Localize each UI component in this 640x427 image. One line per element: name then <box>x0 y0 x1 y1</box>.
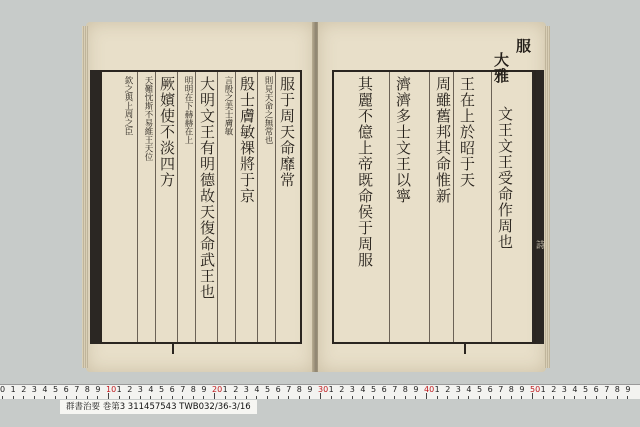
band-label: 詩 <box>534 240 544 249</box>
ruler-number: 2 <box>233 385 239 394</box>
ruler-tick <box>267 396 268 399</box>
ruler-number: 3 <box>349 385 355 394</box>
ruler-number: 1 <box>222 385 228 394</box>
ruler-number: 6 <box>381 385 387 394</box>
left-col-2: 殷士膚敏祼將于京 <box>238 76 256 204</box>
ruler-tick <box>331 396 332 399</box>
ruler-tick <box>203 396 204 399</box>
left-col-4: 厥嬪使不淡四方 <box>158 76 176 188</box>
ruler-number: 5 <box>371 385 377 394</box>
ruler-tick <box>384 396 385 399</box>
ruler-number: 5 <box>583 385 589 394</box>
ruler-number: 1 <box>10 385 16 394</box>
ruler-number: 6 <box>487 385 493 394</box>
ruler-number: 3 <box>31 385 37 394</box>
ruler-number: 8 <box>614 385 620 394</box>
ruler-number: 30 <box>318 385 329 394</box>
ruler-number: 3 <box>561 385 567 394</box>
ruler-number: 3 <box>243 385 249 394</box>
ruler-number: 3 <box>137 385 143 394</box>
ruler-tick <box>606 396 607 399</box>
ruler-tick <box>55 396 56 399</box>
ruler-number: 1 <box>328 385 334 394</box>
ruler-number: 4 <box>148 385 154 394</box>
ruler-number: 7 <box>392 385 398 394</box>
ruler-tick <box>150 396 151 399</box>
ruler-number: 5 <box>159 385 165 394</box>
right-col-2: 王在上於昭于天 <box>458 76 476 188</box>
ruler-number: 4 <box>42 385 48 394</box>
ruler-number: 20 <box>212 385 223 394</box>
ruler-tick <box>447 396 448 399</box>
left-note-4: 天難忱斯不易維王天位 <box>143 76 153 161</box>
ruler-number: 8 <box>508 385 514 394</box>
ruler-tick <box>2 396 3 399</box>
ruler-tick <box>256 396 257 399</box>
catalog-label: 群書治要 巻第3 311457543 TWB032/36-3/16 <box>60 400 257 414</box>
ruler-tick <box>553 396 554 399</box>
ruler-number: 2 <box>21 385 27 394</box>
ruler-tick <box>468 396 469 399</box>
ruler-tick <box>225 396 226 399</box>
ruler-tick <box>246 396 247 399</box>
ruler-tick <box>140 396 141 399</box>
ruler-number: 9 <box>95 385 101 394</box>
ruler-number: 6 <box>593 385 599 394</box>
ruler-tick <box>362 396 363 399</box>
ruler-number: 6 <box>169 385 175 394</box>
ruler-number: 5 <box>265 385 271 394</box>
ruler-number: 40 <box>424 385 435 394</box>
ruler-number: 2 <box>445 385 451 394</box>
right-col-4: 其麗不億上帝既命侯于周服 <box>356 76 374 268</box>
ruler-tick <box>172 396 173 399</box>
page-stack-right <box>544 26 550 368</box>
ruler-number: 9 <box>413 385 419 394</box>
ruler-tick <box>161 396 162 399</box>
ruler-tick <box>13 396 14 399</box>
ruler-number: 7 <box>74 385 80 394</box>
page-stack-left <box>82 26 88 368</box>
ruler-number: 7 <box>498 385 504 394</box>
ruler-tick <box>521 396 522 399</box>
right-col-3: 濟濟多士文王以寧 <box>394 76 412 204</box>
ruler-number: 8 <box>190 385 196 394</box>
ruler-number: 9 <box>307 385 313 394</box>
right-col-1: 文王文王受命作周也 <box>496 106 514 250</box>
ruler-number: 1 <box>434 385 440 394</box>
left-note-2: 言殷之美士膚敏 <box>223 76 233 136</box>
ruler-tick <box>34 396 35 399</box>
ruler-tick <box>193 396 194 399</box>
ruler-tick <box>458 396 459 399</box>
ruler-tick <box>479 396 480 399</box>
ruler-number: 50 <box>530 385 541 394</box>
ruler-tick <box>596 396 597 399</box>
ruler-tick <box>182 396 183 399</box>
ruler-tick <box>617 396 618 399</box>
ruler-tick <box>97 396 98 399</box>
ruler-number: 5 <box>477 385 483 394</box>
ruler-tick <box>278 396 279 399</box>
ruler-tick <box>341 396 342 399</box>
ruler-number: 1 <box>116 385 122 394</box>
ruler-tick <box>235 396 236 399</box>
ruler-number: 7 <box>286 385 292 394</box>
ruler-number: 4 <box>360 385 366 394</box>
ruler-number: 6 <box>275 385 281 394</box>
ruler-number: 10 <box>106 385 117 394</box>
left-note-1: 則見天命之無常也 <box>263 76 273 144</box>
ruler-number: 3 <box>455 385 461 394</box>
ruler-number: 8 <box>296 385 302 394</box>
ruler-number: 2 <box>551 385 557 394</box>
left-note-3: 明明在下赫赫在上 <box>183 76 193 144</box>
ruler-tick <box>288 396 289 399</box>
ruler-number: 4 <box>254 385 260 394</box>
ruler-number: 2 <box>339 385 345 394</box>
ruler-number: 8 <box>402 385 408 394</box>
left-col-3: 大明文王有明德故天復命武王也 <box>198 76 216 300</box>
ruler-number: 7 <box>180 385 186 394</box>
right-text-frame <box>332 38 536 344</box>
ruler-tick <box>511 396 512 399</box>
ruler-number: 9 <box>201 385 207 394</box>
ruler-tick <box>574 396 575 399</box>
ruler-number: 5 <box>53 385 59 394</box>
ruler-tick <box>23 396 24 399</box>
ruler-tick <box>309 396 310 399</box>
ruler-tick <box>394 396 395 399</box>
ruler-number: 9 <box>625 385 631 394</box>
ruler-tick <box>415 396 416 399</box>
ruler-tick <box>405 396 406 399</box>
ruler-number: 9 <box>519 385 525 394</box>
right-col-5: 周雖舊邦其命惟新 <box>434 76 452 204</box>
ruler-tick <box>87 396 88 399</box>
ruler-tick <box>352 396 353 399</box>
ruler-number: 2 <box>127 385 133 394</box>
ruler-tick <box>437 396 438 399</box>
ruler-tick <box>627 396 628 399</box>
measuring-ruler <box>0 384 640 399</box>
ruler-tick <box>543 396 544 399</box>
ruler-tick <box>585 396 586 399</box>
ruler-number: 0 <box>0 385 6 394</box>
ruler-tick <box>564 396 565 399</box>
ruler-tick <box>76 396 77 399</box>
right-title-label: 服 <box>514 38 532 54</box>
ruler-number: 7 <box>604 385 610 394</box>
ruler-number: 8 <box>84 385 90 394</box>
ruler-number: 4 <box>466 385 472 394</box>
ruler-tick <box>129 396 130 399</box>
ruler-tick <box>500 396 501 399</box>
left-text-frame <box>100 70 302 344</box>
ruler-number: 6 <box>63 385 69 394</box>
ruler-tick <box>44 396 45 399</box>
ruler-number: 1 <box>540 385 546 394</box>
left-note-5: 欽之與上周之臣 <box>123 76 133 136</box>
ruler-tick <box>299 396 300 399</box>
right-page <box>318 22 546 372</box>
left-col-1: 服于周天命靡常 <box>278 76 296 188</box>
ruler-tick <box>490 396 491 399</box>
right-heading: 大雅 <box>492 52 510 84</box>
ruler-number: 4 <box>572 385 578 394</box>
open-book <box>86 22 546 372</box>
ruler-tick <box>119 396 120 399</box>
ruler-tick <box>66 396 67 399</box>
ruler-tick <box>373 396 374 399</box>
left-page <box>86 22 314 372</box>
